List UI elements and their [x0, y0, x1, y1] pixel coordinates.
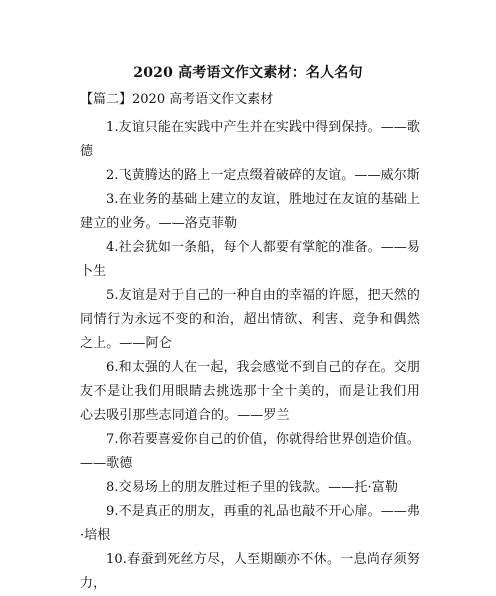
quote-item-3: 3.在业务的基础上建立的友谊，胜地过在友谊的基础上建立的业务。——洛克菲勒 — [80, 192, 420, 231]
quote-item-5: 5.友谊是对于自己的一种自由的幸福的许愿，把天然的同情行为永远不变的和治，超出情欲、利害、竞争和偶然之上。——阿仑 — [80, 288, 420, 351]
quote-item-8: 8.交易场上的朋友胜过柜子里的钱款。——托·富勒 — [106, 480, 398, 495]
quote-item-9: 9.不是真正的朋友，再重的礼品也敲不开心扉。——弗·培根 — [80, 504, 420, 543]
quote-item-7: 7.你若要喜爱你自己的价值，你就得给世界创造价值。——歌德 — [80, 432, 420, 471]
quote-item-10: 10.春蚕到死丝方尽，人至期颐亦不休。一息尚存须努力， — [80, 552, 420, 591]
quote-item-2: 2.飞黄腾达的路上一定点缀着破碎的友谊。——威尔斯 — [106, 168, 420, 183]
document-title: 2020 高考语文作文素材：名人名句 — [133, 65, 363, 81]
section-heading: 【篇二】2020 高考语文作文素材 — [80, 92, 274, 107]
quote-list — [80, 116, 420, 596]
quote-item-1: 1.友谊只能在实践中产生并在实践中得到保持。——歌德 — [80, 120, 420, 159]
quote-item-6: 6.和太强的人在一起，我会感觉不到自己的存在。交朋友不是让我们用眼睛去挑选那十全十美的，而是让我们用心去吸引那些志同道合的。——罗兰 — [80, 360, 420, 423]
quote-item-4: 4.社会犹如一条船，每个人都要有掌舵的准备。——易卜生 — [80, 240, 420, 279]
